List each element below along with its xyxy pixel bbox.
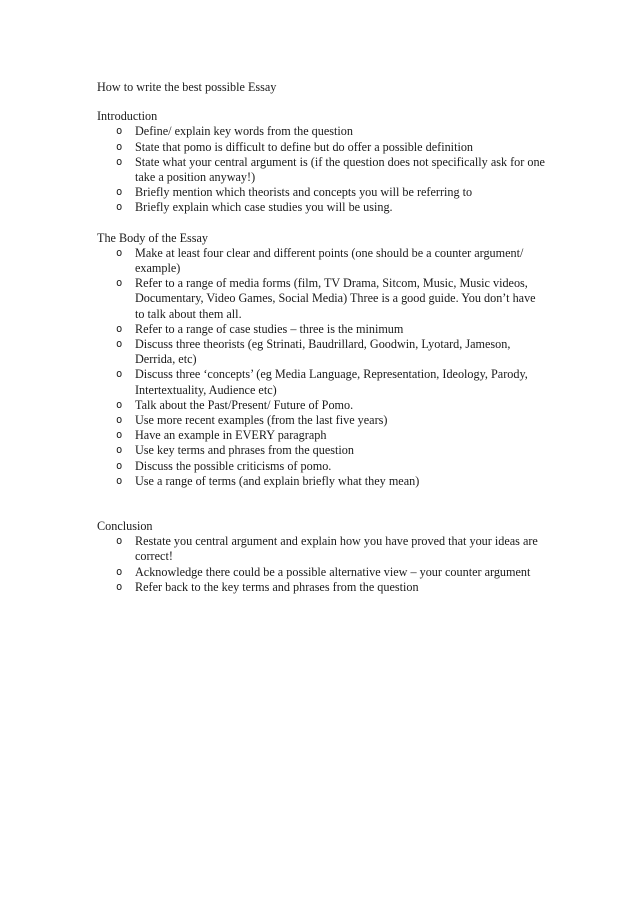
bullet-icon: o <box>116 580 123 593</box>
bullet-icon: o <box>116 322 123 335</box>
bullet-icon: o <box>116 368 123 381</box>
section-conclusion <box>97 519 547 595</box>
list-item: o Briefly explain which case studies you will be using. <box>116 200 393 215</box>
bullet-icon: o <box>116 201 123 214</box>
bullet-icon: o <box>116 444 123 457</box>
list-item: o Make at least four clear and different points (one should be a counter argument/ example) <box>116 245 524 276</box>
bullet-list <box>97 534 547 595</box>
bullet-icon: o <box>116 155 123 168</box>
list-item: o Discuss the possible criticisms of pomo. <box>116 458 332 473</box>
list-item: o Discuss three ‘concepts’ (eg Media Language, Representation, Ideology, Parody, Intertextuality, Audience etc) <box>116 367 528 397</box>
section-heading: The Body of the Essay <box>97 230 209 245</box>
section-heading: Conclusion <box>97 519 153 534</box>
document-title: How to write the best possible Essay <box>97 80 277 94</box>
list-item: o Briefly mention which theorists and concepts you will be referring to <box>116 185 473 200</box>
list-item: o Define/ explain key words from the question <box>116 124 353 139</box>
bullet-icon: o <box>116 414 123 427</box>
list-item: o Discuss three theorists (eg Strinati, Baudrillard, Goodwin, Lyotard, Jameson, Derrida, etc) <box>116 337 511 367</box>
list-item: o State what your central argument is (if the question does not specifically ask for one take a position anyway!) <box>116 154 545 185</box>
list-item: o Refer to a range of case studies – three is the minimum <box>116 321 404 336</box>
list-item: o Acknowledge there could be a possible alternative view – your counter argument <box>116 564 531 579</box>
bullet-list <box>97 124 547 215</box>
list-item: o Restate you central argument and explain how you have proved that your ideas are correct! <box>116 534 538 564</box>
list-item: o State that pomo is difficult to define but do offer a possible definition <box>116 139 474 154</box>
list-item: o Use more recent examples (from the last five years) <box>116 413 388 428</box>
bullet-icon: o <box>116 140 123 153</box>
bullet-icon: o <box>116 474 123 487</box>
list-item: o Use key terms and phrases from the question <box>116 443 354 458</box>
section-introduction <box>97 109 547 215</box>
bullet-icon: o <box>116 398 123 411</box>
bullet-icon: o <box>116 125 123 138</box>
list-item: o Have an example in EVERY paragraph <box>116 428 327 443</box>
bullet-icon: o <box>116 565 123 578</box>
list-item: o Use a range of terms (and explain briefly what they mean) <box>116 473 420 488</box>
list-item: o Refer to a range of media forms (film, TV Drama, Sitcom, Music, Music videos, Documentary, Video Games, Social Media) Three is a good guide. You don’t have to talk about them all. <box>116 276 536 321</box>
section-body <box>97 231 547 489</box>
bullet-icon: o <box>116 338 123 351</box>
bullet-icon: o <box>116 246 123 259</box>
section-heading: Introduction <box>97 109 158 124</box>
bullet-icon: o <box>116 186 123 199</box>
bullet-icon: o <box>116 459 123 472</box>
bullet-list <box>97 246 547 489</box>
document-content <box>97 80 547 595</box>
bullet-icon: o <box>116 535 123 548</box>
list-item: o Refer back to the key terms and phrases from the question <box>116 579 419 594</box>
bullet-icon: o <box>116 277 123 290</box>
list-item: o Talk about the Past/Present/ Future of Pomo. <box>116 397 354 412</box>
bullet-icon: o <box>116 429 123 442</box>
